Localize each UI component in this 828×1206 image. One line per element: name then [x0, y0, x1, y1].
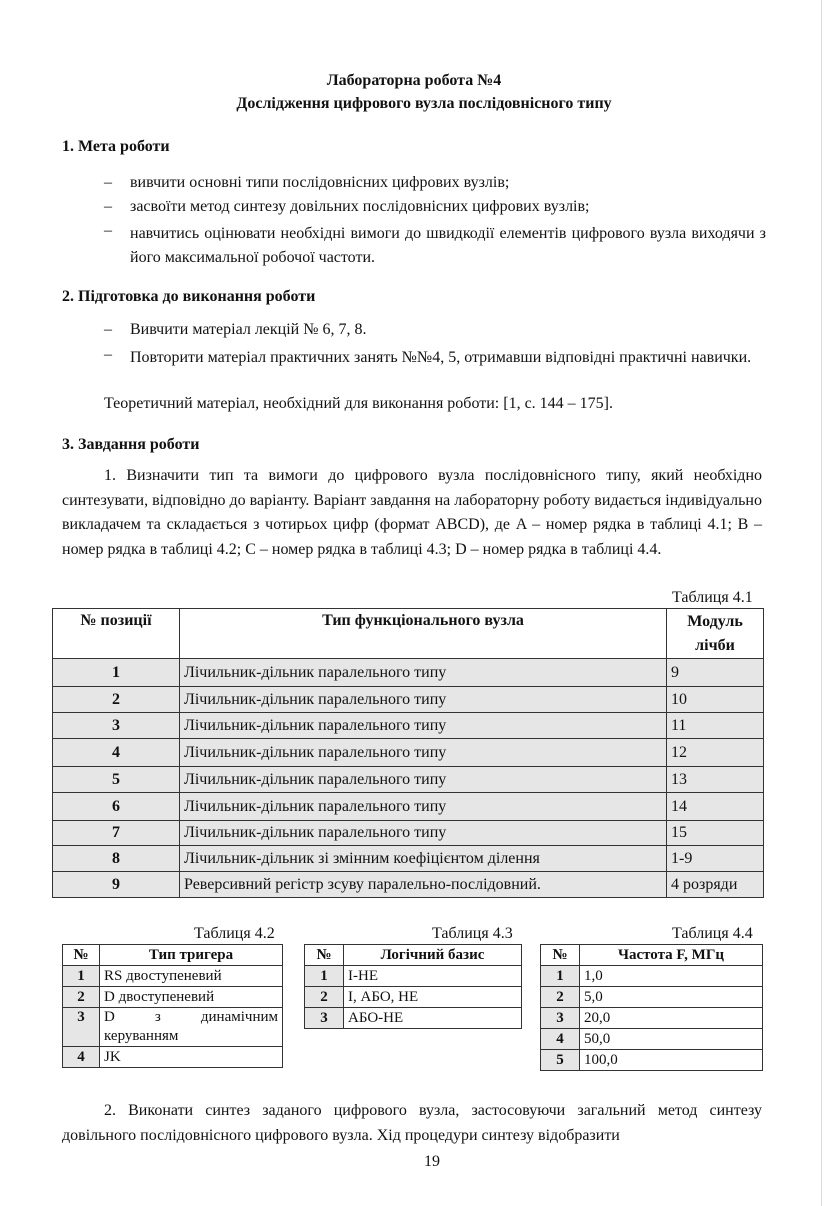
table-row [53, 739, 764, 767]
section2-note: Теоретичний матеріал, необхідний для виконання роботи: [1, с. 144 – 175]. [104, 395, 613, 412]
section1-item-text: навчитись оцінювати необхідні вимоги до швидкодії елементів цифрового вузла виходячи з його максимальної робочої частоти. [130, 225, 766, 266]
table-row [541, 1029, 763, 1050]
table42-header-type: Тип тригера [100, 945, 283, 966]
table44-header-num: № [541, 945, 580, 966]
table-row [541, 987, 763, 1008]
section2-item-text: Повторити матеріал практичних занять №№4, 5, отримавши відповідні практичні навички. [130, 349, 752, 366]
table42-header-num: № [63, 945, 100, 966]
table44-cell-num: 1 [541, 966, 580, 987]
table44-cell-value: 5,0 [580, 987, 763, 1008]
section1-item-text: вивчити основні типи послідовнісних цифрових вузлів; [130, 174, 510, 191]
table-row [53, 821, 764, 846]
table41-cell-num: 8 [53, 846, 180, 872]
section3-paragraph1: 1. Визначити тип та вимоги до цифрового вузла послідовнісного типу, який необхідно синтезувати, відповідно до варіанту. Варіант завдання на лабораторну роботу видається індивідуально викладачем та складається з чотирьох цифр (формат ABCD), де A – номер рядка в таблиці 4.1; B – номер рядка в таблиці 4.2; C – номер рядка в таблиці 4.3; D – номер рядка в таблиці 4.4. [62, 467, 762, 558]
table43-cell-value: І-НЕ [344, 966, 522, 987]
table43-cell-value: АБО-НЕ [344, 1008, 522, 1029]
table44-cell-value: 100,0 [580, 1050, 763, 1071]
table44 [540, 944, 763, 1071]
title-line1: Лабораторна робота №4 [326, 72, 502, 89]
table-row [53, 793, 764, 821]
table-row [541, 1050, 763, 1071]
table41-cell-num: 9 [53, 872, 180, 898]
table-row [541, 966, 763, 987]
section1-heading: 1. Мета роботи [62, 138, 170, 155]
table-row [305, 1008, 522, 1029]
table41-cell-num: 2 [53, 687, 180, 713]
table-row [53, 872, 764, 898]
table-row [53, 846, 764, 872]
table41-cell-modulus: 15 [667, 821, 764, 846]
table42-cell-num: 3 [63, 1008, 100, 1047]
table41-cell-modulus: 10 [667, 687, 764, 713]
section3-paragraph2: 2. Виконати синтез заданого цифрового вузла, застосовуючи загальний метод синтезу довільного послідовнісного цифрового вузла. Хід процедури синтезу відобразити [62, 1102, 762, 1144]
table43-header-basis: Логічний базис [344, 945, 522, 966]
table41-cell-type: Лічильник-дільник паралельного типу [180, 713, 667, 739]
table-row [63, 1008, 283, 1047]
table41-cell-modulus: 13 [667, 767, 764, 793]
table41-cell-type: Лічильник-дільник паралельного типу [180, 793, 667, 821]
table41-cell-type: Реверсивний регістр зсуву паралельно-послідовний. [180, 872, 667, 898]
table41-cell-type: Лічильник-дільник паралельного типу [180, 687, 667, 713]
table41-cell-modulus: 11 [667, 713, 764, 739]
table43-caption: Таблиця 4.3 [432, 925, 513, 942]
table41-header-position: № позиції [53, 609, 180, 659]
table42-cell-value: RS двоступеневий [100, 966, 283, 987]
table43-cell-num: 2 [305, 987, 344, 1008]
title-line2: Дослідження цифрового вузла послідовнісного типу [236, 95, 612, 112]
table41-cell-modulus: 1-9 [667, 846, 764, 872]
table41-cell-num: 1 [53, 659, 180, 687]
table-row [53, 713, 764, 739]
table44-cell-value: 50,0 [580, 1029, 763, 1050]
table42-cell-num: 2 [63, 987, 100, 1008]
table42-cell-num: 4 [63, 1047, 100, 1068]
page-number: 19 [424, 1153, 440, 1170]
table44-cell-num: 5 [541, 1050, 580, 1071]
table44-cell-num: 4 [541, 1029, 580, 1050]
dash-bullet: – [104, 198, 112, 215]
page-edge [821, 0, 822, 1206]
table41-cell-modulus: 9 [667, 659, 764, 687]
dash-bullet: – [104, 321, 112, 338]
table-row [63, 1047, 283, 1068]
table41-cell-modulus: 12 [667, 739, 764, 767]
table44-cell-value: 20,0 [580, 1008, 763, 1029]
table41-cell-num: 3 [53, 713, 180, 739]
table-row [63, 966, 283, 987]
table43-cell-num: 1 [305, 966, 344, 987]
table41-caption: Таблиця 4.1 [672, 589, 753, 606]
table-row [53, 659, 764, 687]
table43-header-num: № [305, 945, 344, 966]
table44-cell-value: 1,0 [580, 966, 763, 987]
section2-item-text: Вивчити матеріал лекцій № 6, 7, 8. [130, 321, 367, 338]
section2-heading: 2. Підготовка до виконання роботи [62, 288, 316, 305]
dash-bullet: – [104, 174, 112, 191]
section1-item-text: засвоїти метод синтезу довільних послідовнісних цифрових вузлів; [130, 198, 590, 215]
table42 [62, 944, 283, 1068]
table-row [305, 987, 522, 1008]
table41-header-modulus: Модуль лічби [667, 609, 764, 659]
table-row [53, 687, 764, 713]
table-row [63, 987, 283, 1008]
table41-cell-num: 6 [53, 793, 180, 821]
table41 [52, 608, 764, 898]
table41-cell-num: 5 [53, 767, 180, 793]
table44-caption: Таблиця 4.4 [672, 925, 753, 942]
table-row [53, 767, 764, 793]
dash-bullet: – [104, 346, 112, 363]
section3-heading: 3. Завдання роботи [62, 436, 200, 453]
table41-cell-num: 4 [53, 739, 180, 767]
table41-cell-modulus: 4 розряди [667, 872, 764, 898]
table44-header-frequency: Частота F, МГц [580, 945, 763, 966]
table43 [304, 944, 522, 1029]
table44-cell-num: 3 [541, 1008, 580, 1029]
table-row [541, 1008, 763, 1029]
table41-header-type: Тип функціонального вузла [180, 609, 667, 659]
table42-caption: Таблиця 4.2 [194, 925, 275, 942]
table41-cell-type: Лічильник-дільник паралельного типу [180, 767, 667, 793]
table41-cell-type: Лічильник-дільник паралельного типу [180, 821, 667, 846]
table42-cell-value: D з динамічним керуванням [100, 1008, 283, 1047]
table43-cell-num: 3 [305, 1008, 344, 1029]
table42-cell-value: JK [100, 1047, 283, 1068]
table41-cell-num: 7 [53, 821, 180, 846]
table-row [305, 966, 522, 987]
table41-cell-type: Лічильник-дільник паралельного типу [180, 739, 667, 767]
table43-cell-value: І, АБО, НЕ [344, 987, 522, 1008]
table42-cell-num: 1 [63, 966, 100, 987]
table41-cell-type: Лічильник-дільник зі змінним коефіцієнтом ділення [180, 846, 667, 872]
table41-cell-type: Лічильник-дільник паралельного типу [180, 659, 667, 687]
table44-cell-num: 2 [541, 987, 580, 1008]
table41-cell-modulus: 14 [667, 793, 764, 821]
dash-bullet: – [104, 222, 112, 239]
table42-cell-value: D двоступеневий [100, 987, 283, 1008]
